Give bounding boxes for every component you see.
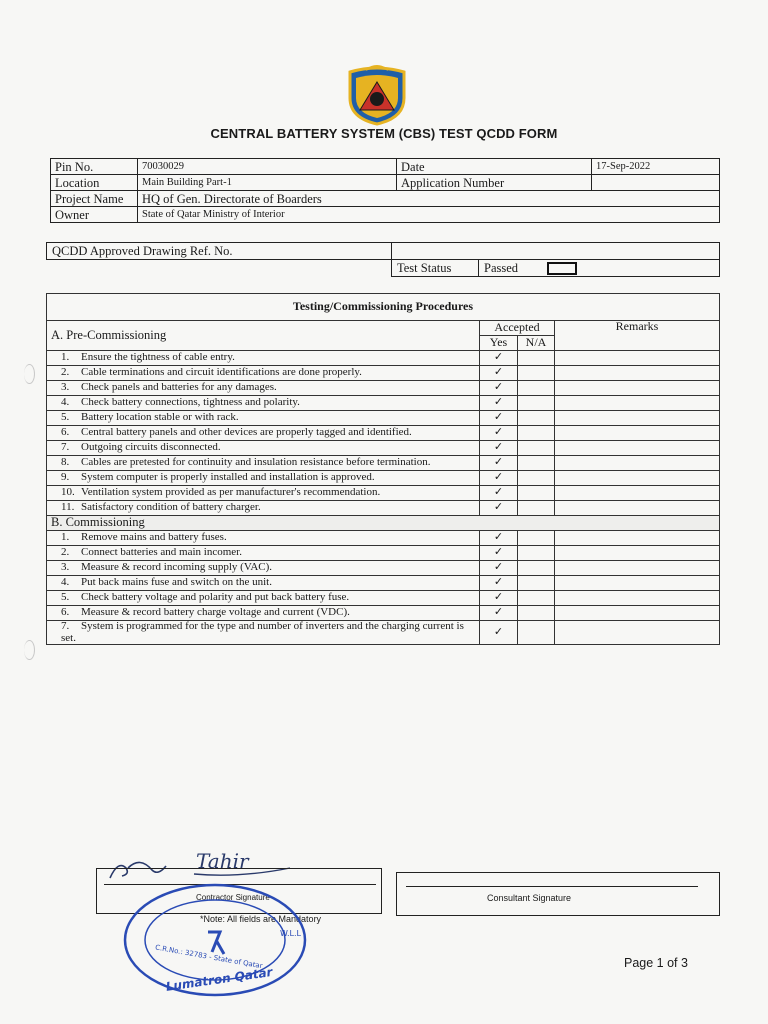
yes-check-icon: ✓ <box>480 531 518 546</box>
procedure-item <box>47 396 480 411</box>
remarks-cell <box>555 426 720 441</box>
procedure-item <box>47 591 480 606</box>
na-cell <box>518 351 555 366</box>
table-row <box>47 576 720 591</box>
date-label: Date <box>397 159 592 175</box>
date-value: 17-Sep-2022 <box>592 159 720 175</box>
na-cell <box>518 546 555 561</box>
table-row <box>47 260 720 277</box>
remarks-cell <box>555 576 720 591</box>
table-row <box>47 396 720 411</box>
test-status-value: Passed <box>484 260 519 275</box>
table-row <box>47 456 720 471</box>
table-row <box>47 486 720 501</box>
table-row <box>47 366 720 381</box>
remarks-cell <box>555 591 720 606</box>
item-number: 2. <box>61 366 70 379</box>
procedure-item <box>47 426 480 441</box>
location-value: Main Building Part-1 <box>138 175 397 191</box>
page-number: Page 1 of 3 <box>624 956 688 970</box>
na-cell <box>518 396 555 411</box>
item-number: 7. <box>61 620 70 632</box>
yes-check-icon: ✓ <box>480 501 518 516</box>
contractor-signature-label: Contractor Signature <box>196 893 270 902</box>
yes-header: Yes <box>480 336 518 351</box>
yes-check-icon: ✓ <box>480 591 518 606</box>
item-text: System is programmed for the type and number of inverters and the charging current is set. <box>61 620 464 644</box>
remarks-cell <box>555 561 720 576</box>
item-text: Battery location stable or with rack. <box>81 411 239 424</box>
mandatory-note: *Note: All fields are Mandatory <box>200 914 322 924</box>
item-number: 8. <box>61 456 70 469</box>
item-number: 5. <box>61 411 70 424</box>
punch-hole <box>24 364 35 384</box>
remarks-cell <box>555 531 720 546</box>
procedure-item <box>47 546 480 561</box>
remarks-header: Remarks <box>555 321 720 351</box>
qcdd-table <box>46 242 720 277</box>
table-row <box>51 159 720 175</box>
procedure-item <box>47 621 480 645</box>
section-a-items <box>47 351 720 516</box>
form-title: CENTRAL BATTERY SYSTEM (CBS) TEST QCDD FORM <box>210 126 558 141</box>
item-text: Ensure the tightness of cable entry. <box>81 351 235 364</box>
item-text: Central battery panels and other devices are properly tagged and identified. <box>81 426 412 439</box>
table-row <box>47 621 720 645</box>
table-row <box>51 175 720 191</box>
item-text: Cables are pretested for continuity and insulation resistance before termination. <box>81 456 431 469</box>
table-row <box>47 243 720 260</box>
item-number: 7. <box>61 441 70 454</box>
item-text: Check battery connections, tightness and polarity. <box>81 396 300 409</box>
na-cell <box>518 561 555 576</box>
item-number: 3. <box>61 381 70 394</box>
item-text: Ventilation system provided as per manufacturer's recommendation. <box>81 486 381 499</box>
na-cell <box>518 411 555 426</box>
item-text: Check battery voltage and polarity and put back battery fuse. <box>81 591 350 604</box>
test-status-label: Test Status <box>392 260 479 277</box>
table-row <box>47 411 720 426</box>
item-number: 1. <box>61 351 70 364</box>
na-header: N/A <box>518 336 555 351</box>
owner-label: Owner <box>51 207 138 223</box>
na-cell <box>518 486 555 501</box>
yes-check-icon: ✓ <box>480 576 518 591</box>
item-text: Check panels and batteries for any damages. <box>81 381 277 394</box>
na-cell <box>518 456 555 471</box>
consultant-signature-label: Consultant Signature <box>487 893 572 903</box>
table-row <box>47 426 720 441</box>
stamp-registration: C.R.No.: 32783 - State of Qatar <box>154 943 264 971</box>
table-row <box>47 501 720 516</box>
procedure-item <box>47 456 480 471</box>
remarks-cell <box>555 606 720 621</box>
item-number: 6. <box>61 606 70 619</box>
project-info-table <box>50 158 720 223</box>
yes-check-icon: ✓ <box>480 381 518 396</box>
na-cell <box>518 381 555 396</box>
item-text: Remove mains and battery fuses. <box>81 531 227 544</box>
location-label: Location <box>51 175 138 191</box>
table-row <box>47 516 720 531</box>
drawing-ref-label: QCDD Approved Drawing Ref. No. <box>47 243 392 260</box>
consultant-signature-line <box>406 886 698 887</box>
item-number: 3. <box>61 561 70 574</box>
yes-check-icon: ✓ <box>480 561 518 576</box>
yes-check-icon: ✓ <box>480 426 518 441</box>
company-stamp-icon <box>120 880 310 1000</box>
item-number: 5. <box>61 591 70 604</box>
section-b-items <box>47 531 720 645</box>
yes-check-icon: ✓ <box>480 471 518 486</box>
procedure-item <box>47 411 480 426</box>
section-a-title: A. Pre-Commissioning <box>47 321 480 351</box>
project-name-label: Project Name <box>51 191 138 207</box>
table-row <box>51 191 720 207</box>
yes-check-icon: ✓ <box>480 606 518 621</box>
procedure-item <box>47 381 480 396</box>
item-number: 2. <box>61 546 70 559</box>
table-row <box>47 381 720 396</box>
status-checkbox <box>547 262 577 275</box>
stamp-suffix: W.L.L <box>280 929 301 938</box>
procedure-item <box>47 561 480 576</box>
yes-check-icon: ✓ <box>480 546 518 561</box>
item-number: 4. <box>61 576 70 589</box>
na-cell <box>518 576 555 591</box>
item-number: 11. <box>61 501 75 514</box>
item-text: Measure & record battery charge voltage and current (VDC). <box>81 606 350 619</box>
table-row <box>47 546 720 561</box>
pin-value: 70030029 <box>138 159 397 175</box>
item-text: Satisfactory condition of battery charger. <box>81 501 261 514</box>
remarks-cell <box>555 546 720 561</box>
remarks-cell <box>555 441 720 456</box>
item-text: Cable terminations and circuit identifications are done properly. <box>81 366 362 379</box>
na-cell <box>518 621 555 645</box>
emblem-logo-icon <box>344 62 410 126</box>
application-number-label: Application Number <box>397 175 592 191</box>
procedure-item <box>47 576 480 591</box>
na-cell <box>518 426 555 441</box>
table-row <box>51 207 720 223</box>
item-text: System computer is properly installed and installation is approved. <box>81 471 375 484</box>
stamp-company-name: Lumatron Qatar <box>164 964 274 994</box>
item-text: Outgoing circuits disconnected. <box>81 441 221 454</box>
remarks-cell <box>555 471 720 486</box>
item-number: 6. <box>61 426 70 439</box>
remarks-cell <box>555 456 720 471</box>
item-number: 4. <box>61 396 70 409</box>
item-text: Measure & record incoming supply (VAC). <box>81 561 273 574</box>
yes-check-icon: ✓ <box>480 621 518 645</box>
table-row <box>47 561 720 576</box>
test-status-cell <box>479 260 720 277</box>
na-cell <box>518 591 555 606</box>
na-cell <box>518 606 555 621</box>
procedure-item <box>47 441 480 456</box>
yes-check-icon: ✓ <box>480 351 518 366</box>
na-cell <box>518 531 555 546</box>
application-number-value <box>592 175 720 191</box>
remarks-cell <box>555 621 720 645</box>
procedure-item <box>47 606 480 621</box>
table-row <box>47 441 720 456</box>
na-cell <box>518 471 555 486</box>
accepted-header: Accepted <box>480 321 555 336</box>
procedure-item <box>47 501 480 516</box>
procedures-header: Testing/Commissioning Procedures <box>47 294 720 321</box>
table-row <box>47 531 720 546</box>
yes-check-icon: ✓ <box>480 456 518 471</box>
item-number: 10. <box>61 486 75 499</box>
procedure-item <box>47 486 480 501</box>
remarks-cell <box>555 411 720 426</box>
yes-check-icon: ✓ <box>480 396 518 411</box>
owner-value: State of Qatar Ministry of Interior <box>138 207 720 223</box>
yes-check-icon: ✓ <box>480 486 518 501</box>
na-cell <box>518 441 555 456</box>
procedures-table <box>46 293 720 645</box>
na-cell <box>518 501 555 516</box>
item-text: Put back mains fuse and switch on the unit. <box>81 576 272 589</box>
yes-check-icon: ✓ <box>480 366 518 381</box>
table-row <box>47 606 720 621</box>
project-name-value: HQ of Gen. Directorate of Boarders <box>138 191 720 207</box>
drawing-ref-value <box>392 243 720 260</box>
table-row <box>47 591 720 606</box>
table-row <box>47 351 720 366</box>
table-row <box>47 294 720 321</box>
remarks-cell <box>555 396 720 411</box>
item-text: Connect batteries and main incomer. <box>81 546 242 559</box>
pin-label: Pin No. <box>51 159 138 175</box>
handwritten-name: Tahir <box>196 849 249 873</box>
procedure-item <box>47 351 480 366</box>
procedure-item <box>47 471 480 486</box>
procedure-item <box>47 366 480 381</box>
procedure-item <box>47 531 480 546</box>
section-b-title: B. Commissioning <box>47 516 720 531</box>
yes-check-icon: ✓ <box>480 411 518 426</box>
remarks-cell <box>555 366 720 381</box>
remarks-cell <box>555 381 720 396</box>
remarks-cell <box>555 501 720 516</box>
yes-check-icon: ✓ <box>480 441 518 456</box>
item-number: 9. <box>61 471 70 484</box>
punch-hole <box>24 640 35 660</box>
table-row <box>47 471 720 486</box>
na-cell <box>518 366 555 381</box>
item-number: 1. <box>61 531 70 544</box>
table-row <box>47 321 720 336</box>
remarks-cell <box>555 351 720 366</box>
remarks-cell <box>555 486 720 501</box>
